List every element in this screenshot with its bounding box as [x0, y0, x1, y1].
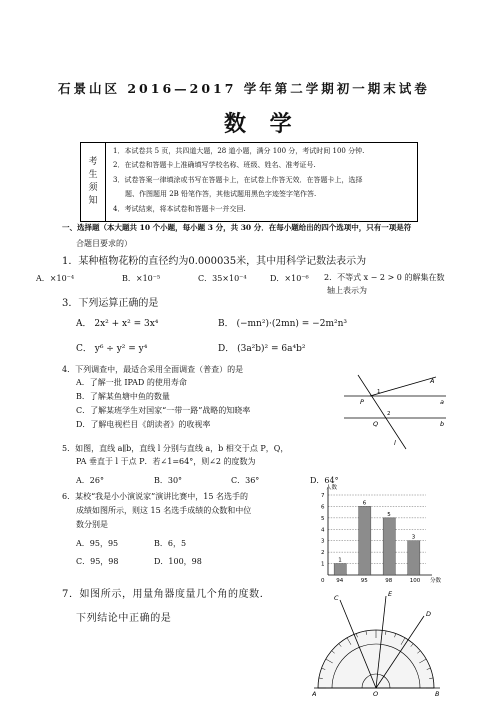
question-2-stem-cont: 轴上表示为 — [327, 286, 367, 295]
question-5-figure — [330, 373, 452, 451]
notice-line: 2．在试卷和答题卡上准确填写学校名称、班级、姓名、准考证号. — [113, 161, 316, 169]
x-tick-label: 98 — [385, 578, 393, 584]
question-3-stem: 3．下列运算正确的是 — [62, 298, 159, 309]
question-4-option-b: B．了解某鱼塘中鱼的数量 — [76, 392, 170, 401]
exam-title: 石景山区 2016—2017 学年第二学期初一期末试卷 — [58, 81, 430, 96]
question-5-option-d: D．64° — [310, 476, 339, 485]
line-l — [358, 375, 406, 449]
notice-label-char: 生 — [88, 170, 98, 180]
question-3-option-c: C． y⁶ ÷ y² = y⁴ — [76, 344, 148, 354]
notice-line: 题、作图题用 2B 铅笔作答，其他试题用黑色字迹签字笔作答. — [125, 190, 317, 198]
question-7-stem-cont: 下列结论中正确的是 — [76, 613, 172, 624]
question-4-stem: 4．下列调查中，最适合采用全面调查（普查）的是 — [62, 365, 244, 374]
question-1-option-a: A．×10⁻⁴ — [36, 274, 75, 283]
question-5-stem-cont: PA 垂直于 l 于点 P．若∠1=64°，则∠2 的度数为 — [76, 457, 256, 466]
question-6-option-a: A．95，95 — [76, 539, 119, 548]
x-tick-label: 100 — [409, 578, 421, 584]
question-5-option-a: A．26° — [76, 476, 104, 485]
y-tick-label: 3 — [321, 538, 325, 545]
question-6-option-d: D．100，98 — [154, 557, 202, 566]
question-3-option-b: B． (−mn²)·(2mn) = −2m²n³ — [218, 319, 347, 329]
notice-line: 3．试卷答案一律填涂或书写在答题卡上，在试卷上作答无效．在答题卡上，选择 — [113, 176, 363, 184]
question-5-option-b: B．30° — [154, 476, 183, 485]
label-O: O — [373, 690, 379, 698]
notice-label-char: 须 — [88, 183, 98, 193]
notice-box — [80, 142, 418, 222]
question-4-option-c: C．了解某班学生对国家“一带一路”战略的知晓率 — [76, 406, 251, 415]
bar-value-label: 3 — [411, 534, 416, 541]
notice-label — [81, 143, 106, 221]
bar — [359, 506, 371, 575]
question-5-option-c: C．36° — [231, 476, 260, 485]
y-tick-label: 7 — [321, 493, 325, 499]
question-1-option-c: C．35×10⁻⁴ — [198, 274, 247, 283]
label-angle-2: 2 — [387, 411, 391, 417]
notice-label-char: 知 — [88, 196, 98, 206]
origin-label: 0 — [321, 578, 325, 584]
x-axis-label: 分数 — [430, 578, 442, 584]
label-Q: Q — [373, 420, 379, 428]
x-tick-label: 94 — [336, 578, 344, 584]
label-b: b — [440, 420, 445, 428]
y-tick-label: 1 — [321, 561, 325, 568]
bar — [334, 564, 346, 575]
question-3-option-a: A． 2x² + x² = 3x⁴ — [76, 319, 159, 329]
score-bar-chart — [308, 483, 444, 588]
question-6-stem-cont2: 数分别是 — [76, 520, 108, 529]
bar-value-label: 1 — [338, 557, 342, 564]
question-3-option-d: D． (3a²b)² = 6a⁴b² — [218, 344, 306, 354]
bar — [383, 518, 395, 575]
label-l: l — [394, 439, 396, 447]
label-A: A — [312, 690, 317, 698]
label-C: C — [334, 594, 339, 602]
question-4-option-a: A．了解一批 IPAD 的使用寿命 — [76, 378, 187, 387]
bar — [408, 541, 420, 575]
question-1-stem: 1．某种植物花粉的直径约为0.000035米，其中用科学记数法表示为 — [62, 256, 367, 267]
question-6-stem-cont: 成绩如图所示，则这 15 名选手成绩的众数和中位 — [76, 506, 252, 515]
label-A: A — [430, 377, 435, 385]
question-4-option-d: D．了解电视栏目《朗读者》的收视率 — [76, 420, 211, 429]
question-5-stem: 5．如图，直线 a∥b，直线 l 分别与直线 a，b 相交于点 P，Q， — [62, 444, 289, 453]
question-1-option-b: B．×10⁻⁵ — [122, 274, 161, 283]
question-2-stem: 2．不等式 x − 2 > 0 的解集在数 — [324, 273, 445, 282]
label-D: D — [426, 610, 432, 618]
subject-title: 数 学 — [224, 111, 300, 137]
label-B: B — [435, 690, 440, 698]
bar-value-label: 6 — [362, 500, 367, 507]
section-heading: 一、选择题（本大题共 10 个小题，每小题 3 分，共 30 分．在每小题给出的四个选项中，只有一项是符 — [62, 223, 412, 232]
label-P: P — [360, 398, 364, 406]
y-axis-label: 人数 — [326, 485, 338, 491]
y-tick-label: 6 — [321, 504, 325, 511]
question-6-option-c: C．95，98 — [76, 557, 119, 566]
question-6-stem: 6．某校“我是小小演说家”演讲比赛中，15 名选手的 — [62, 492, 248, 501]
protractor-figure — [312, 588, 442, 698]
question-6-option-b: B．6，5 — [154, 539, 187, 548]
y-tick-label: 4 — [321, 527, 325, 534]
label-angle-1: 1 — [377, 389, 381, 395]
question-1-option-d: D．×10⁻⁶ — [270, 274, 309, 283]
label-E: E — [388, 590, 393, 598]
bar-value-label: 5 — [387, 511, 391, 518]
label-a: a — [440, 398, 444, 406]
protractor-outer — [318, 630, 434, 688]
y-tick-label: 5 — [321, 515, 325, 522]
x-tick-label: 95 — [360, 578, 368, 584]
notice-label-char: 考 — [88, 157, 98, 167]
section-heading-cont: 合题目要求的） — [76, 239, 132, 248]
question-7-stem: 7．如图所示，用量角器度量几个角的度数． — [62, 589, 271, 600]
notice-line: 1．本试卷共 5 页，共四道大题，28 道小题，满分 100 分，考试时间 100 分钟. — [113, 147, 365, 155]
notice-line: 4．考试结束，将本试卷和答题卡一并交回. — [113, 205, 246, 213]
y-tick-label: 2 — [321, 550, 325, 557]
